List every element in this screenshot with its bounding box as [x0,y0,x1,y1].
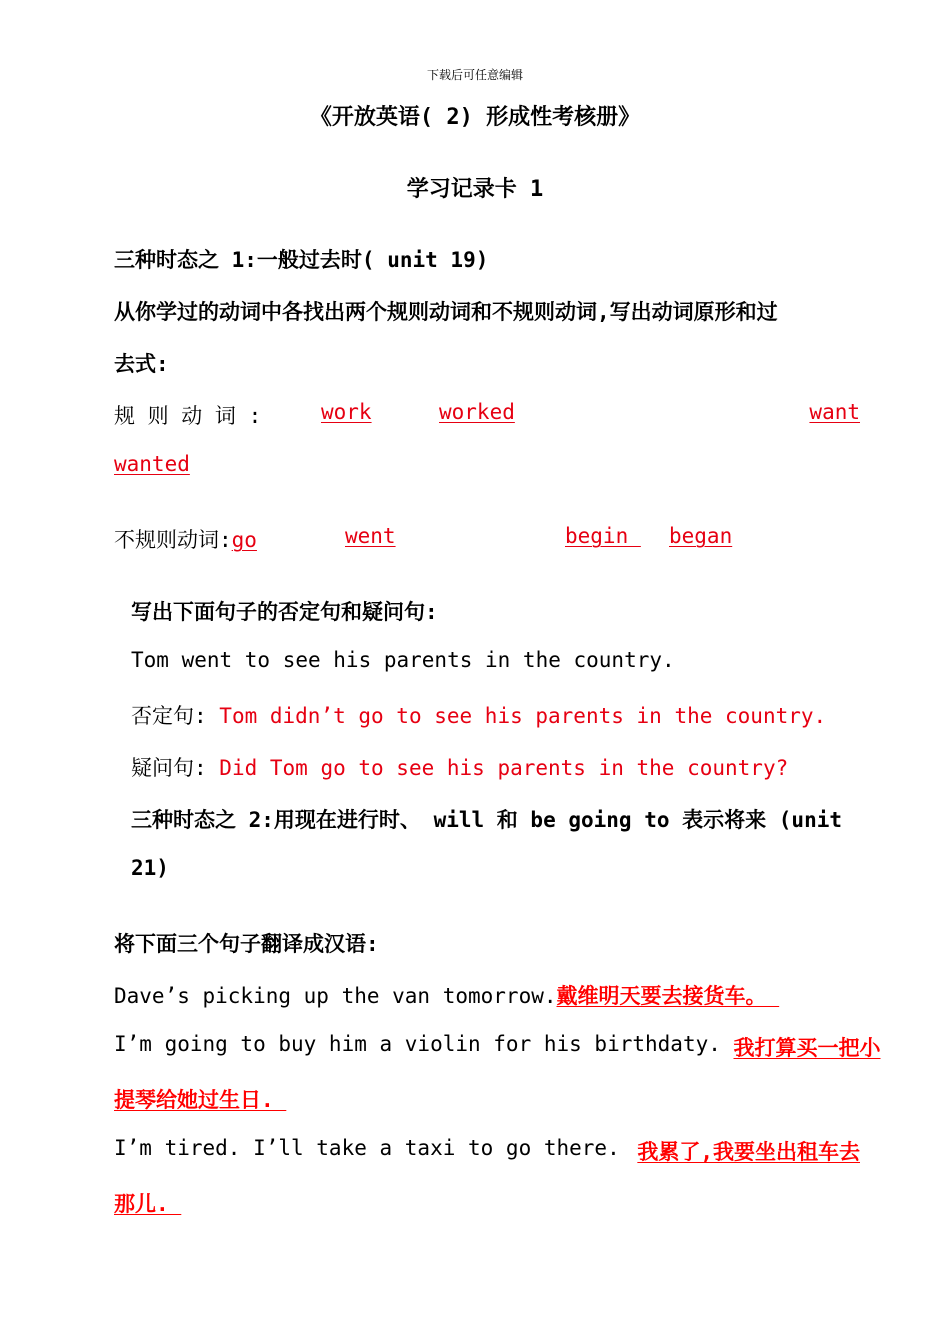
question-label: 疑问句: [131,756,220,780]
header-note: 下载后可任意编辑 [426,68,523,82]
question-sentence: Did Tom go to see his parents in the country? [219,756,789,780]
translation-2-row [114,1032,881,1062]
translation-1-row [114,980,860,1010]
negative-label: 否定句: [131,704,220,728]
section3-heading-line1: 三种时态之 2:用现在进行时、 will 和 be going to 表示将来 (unit [131,808,843,832]
translation-3-english: I’m tired. I’ll take a taxi to go there. [114,1136,620,1160]
regular-verb-base-2: want [809,400,860,424]
irregular-verb-past-2: began [669,524,733,548]
irregular-verb-base-2: begin [565,524,641,548]
question-row [131,752,860,782]
section1-heading: 三种时态之 1:一般过去时( unit 19) [114,248,489,272]
regular-verb-past-2-row [114,452,860,476]
translation-1-english: Dave’s picking up the van tomorrow. [114,984,557,1008]
translation-3-chinese-part2: 那儿. [114,1192,182,1216]
section3-heading-line2: 21) [131,856,169,880]
translation-2-chinese-part2: 提琴给她过生日. [114,1088,287,1112]
translation-2-chinese-part1: 我打算买一把小 [733,1036,881,1060]
irregular-verbs-row [114,524,860,554]
regular-verb-base-1: work [321,400,372,424]
translation-2-english: I’m going to buy him a violin for his birthdaty. [114,1032,734,1056]
translation-3-row [114,1136,860,1166]
negative-row [131,700,860,730]
irregular-verb-base-1: go [231,528,257,552]
regular-verb-past-2: wanted [114,452,190,476]
translation-3-continuation [114,1188,860,1218]
section2-heading: 写出下面句子的否定句和疑问句: [131,600,438,624]
irregular-verbs-label: 不规则动词: [114,528,232,552]
card-title: 学习记录卡 1 [406,177,544,202]
negative-sentence: Tom didn’t go to see his parents in the country. [219,704,827,728]
translation-3-chinese-part1: 我累了,我要坐出租车去 [637,1140,860,1164]
regular-verbs-label: 规 则 动 词 : [114,404,262,428]
regular-verbs-row [114,400,860,430]
section2-sentence: Tom went to see his parents in the country. [131,648,675,672]
section1-instruction-line1: 从你学过的动词中各找出两个规则动词和不规则动词,写出动词原形和过 [114,300,778,324]
translation-1-chinese: 戴维明天要去接货车。 [556,984,780,1008]
section1-instruction-line2: 去式: [114,352,169,376]
section4-heading: 将下面三个句子翻译成汉语: [114,932,379,956]
irregular-verb-past-1: went [345,524,396,548]
regular-verb-past-1: worked [439,400,515,424]
translation-2-continuation [114,1084,860,1114]
document-title: 《开放英语( 2) 形成性考核册》 [309,105,641,130]
